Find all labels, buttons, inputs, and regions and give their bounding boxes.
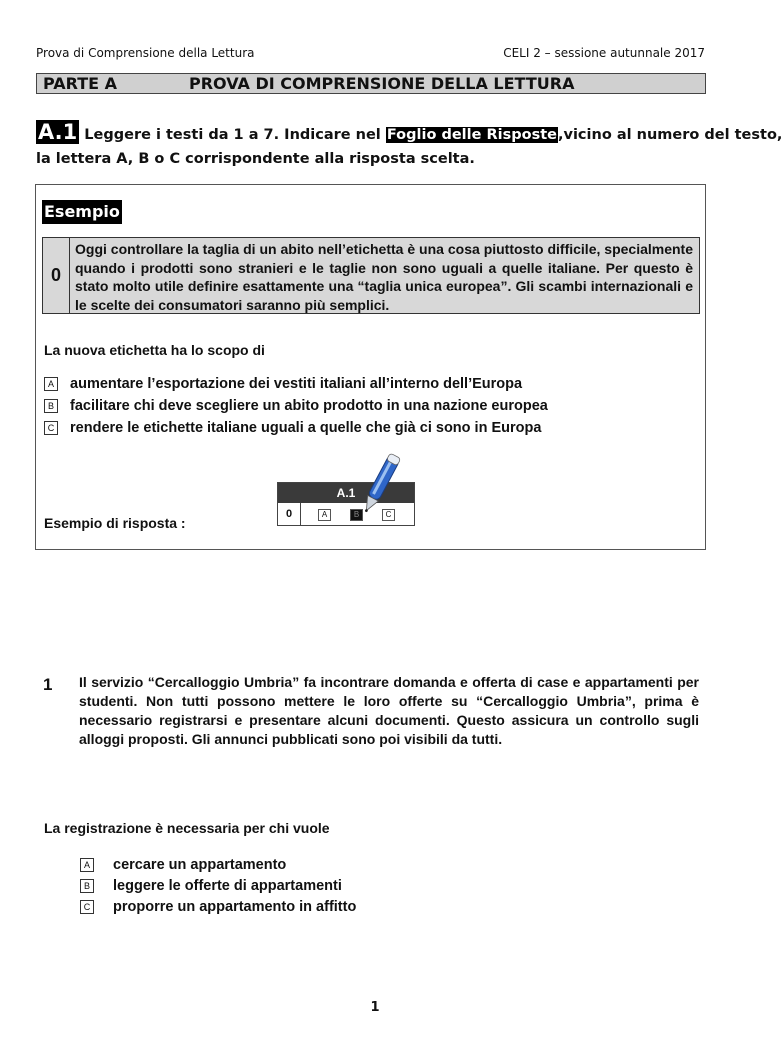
- checkbox-icon[interactable]: A: [44, 377, 58, 391]
- instruction-text-after: ,vicino al numero del testo,: [558, 127, 782, 143]
- example-options: [44, 374, 684, 439]
- checkbox-icon[interactable]: B: [44, 399, 58, 413]
- option-text: cercare un appartamento: [113, 857, 287, 873]
- answer-example-label: Esempio di risposta :: [44, 515, 186, 531]
- running-header-left: Prova di Comprensione della Lettura: [36, 46, 255, 60]
- checkbox-icon[interactable]: A: [80, 858, 94, 872]
- example-option-a[interactable]: [44, 374, 684, 395]
- answer-box-b-selected[interactable]: B: [350, 509, 363, 521]
- option-text: leggere le offerte di appartamenti: [113, 878, 342, 894]
- checkbox-icon[interactable]: B: [80, 879, 94, 893]
- answer-sheet-row-number: 0: [278, 503, 301, 525]
- instruction-badge: A.1: [38, 120, 78, 144]
- answer-box-a[interactable]: A: [318, 509, 331, 521]
- question-option-a[interactable]: [80, 855, 500, 876]
- example-label: Esempio: [42, 200, 122, 224]
- example-option-c[interactable]: [44, 418, 684, 439]
- section-title: PROVA DI COMPRENSIONE DELLA LETTURA: [189, 74, 575, 93]
- checkbox-icon[interactable]: C: [44, 421, 58, 435]
- example-option-b[interactable]: [44, 396, 684, 417]
- question-option-c[interactable]: [80, 897, 500, 918]
- running-header-right: CELI 2 – sessione autunnale 2017: [503, 46, 705, 60]
- example-number: 0: [43, 238, 70, 313]
- instruction-highlight: Foglio delle Risposte: [386, 127, 557, 143]
- option-text: rendere le etichette italiane uguali a quelle che già ci sono in Europa: [70, 420, 542, 436]
- instruction-line2: la lettera A, B o C corrispondente alla risposta scelta.: [36, 151, 475, 167]
- section-bar: [36, 73, 706, 94]
- question-option-b[interactable]: [80, 876, 500, 897]
- option-text: proporre un appartamento in affitto: [113, 899, 357, 915]
- option-text: facilitare chi deve scegliere un abito prodotto in una nazione europea: [70, 398, 548, 414]
- instruction: [36, 120, 782, 171]
- example-question: La nuova etichetta ha lo scopo di: [44, 342, 265, 358]
- option-text: aumentare l’esportazione dei vestiti italiani all’interno dell’Europa: [70, 376, 523, 392]
- question-prompt: La registrazione è necessaria per chi vuole: [44, 820, 330, 836]
- checkbox-icon[interactable]: C: [80, 900, 94, 914]
- section-part: PARTE A: [43, 74, 118, 93]
- example-text-box: [42, 237, 700, 314]
- question-options: [80, 855, 500, 918]
- question-text: Il servizio “Cercalloggio Umbria” fa incontrare domanda e offerta di case e appartamenti per studenti. Non tutti possono mettere le loro offerte su “Cercalloggio Umbria”, prima è necessario registrarsi e presentare alcuni documenti. Questo assicura un controllo sugli alloggi proposti. Gli annunci pubblicati sono poi visibili da tutti.: [79, 674, 699, 747]
- instruction-text-before: Leggere i testi da 1 a 7. Indicare nel: [79, 127, 386, 143]
- question-number: 1: [43, 675, 53, 694]
- pen-icon: [358, 452, 402, 518]
- answer-box-c[interactable]: C: [382, 509, 395, 521]
- answer-sheet-header: A.1: [278, 483, 414, 503]
- page-number: 1: [370, 1000, 380, 1015]
- example-text: Oggi controllare la taglia di un abito nell’etichetta è una cosa piuttosto difficile, specialmente quando i prodotti sono stranieri e le taglie non sono uguali a quelle italiane. Per questo è stato molto utile definire esattamente una “taglia unica europea”. Gli scambi internazionali e le scelte dei consumatori saranno più semplici.: [75, 241, 693, 313]
